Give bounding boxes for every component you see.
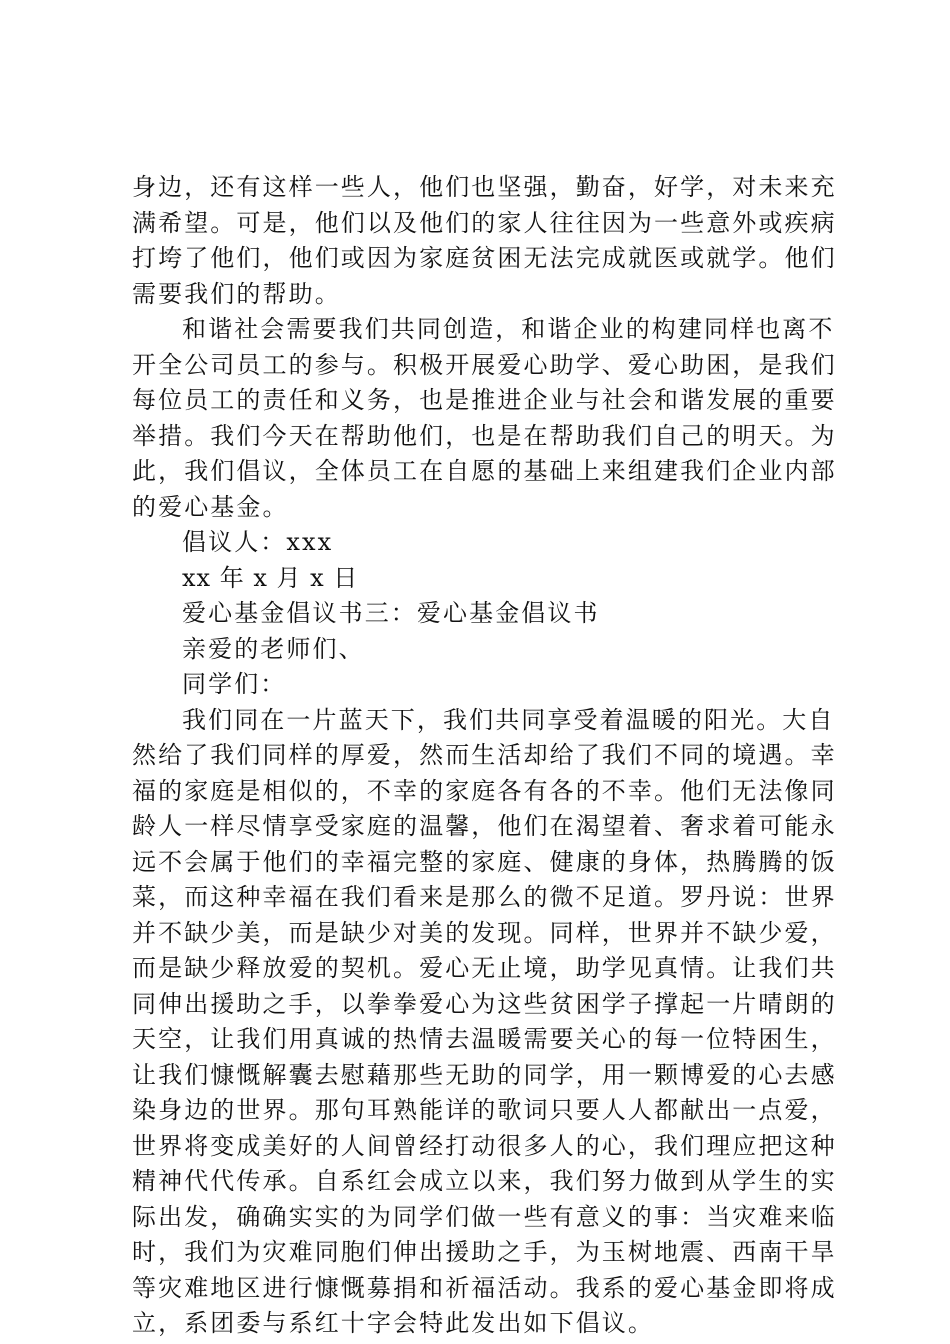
- text-line: 让我们慷慨解囊去慰藉那些无助的同学，用一颗博爱的心去感: [132, 1060, 837, 1089]
- text-line: 并不缺少美，而是缺少对美的发现。同样，世界并不缺少爱，: [132, 918, 837, 947]
- text-line: 身边，还有这样一些人，他们也坚强，勤奋，好学，对未来充: [132, 173, 837, 201]
- text-line: 立，系团委与系红十字会特此发出如下倡议。: [132, 1309, 654, 1337]
- text-line: 的爱心基金。: [132, 492, 289, 521]
- salutation-line: 亲爱的老师们、: [182, 634, 365, 663]
- text-line: 世界将变成美好的人间曾经打动很多人的心，我们理应把这种: [132, 1131, 837, 1160]
- text-line: 此，我们倡议，全体员工在自愿的基础上来组建我们企业内部: [132, 457, 837, 485]
- text-line: 举措。我们今天在帮助他们，也是在帮助我们自己的明天。为: [132, 421, 837, 450]
- text-line: 菜，而这种幸福在我们看来是那么的微不足道。罗丹说：世界: [132, 883, 837, 911]
- text-line: 染身边的世界。那句耳熟能详的歌词只要人人都献出一点爱，: [132, 1096, 837, 1124]
- text-line: 等灾难地区进行慷慨募捐和祈福活动。我系的爱心基金即将成: [132, 1273, 837, 1302]
- document-body: [132, 170, 837, 1342]
- text-line: 龄人一样尽情享受家庭的温馨，他们在渴望着、奢求着可能永: [132, 812, 837, 840]
- text-line: 际出发，确确实实的为同学们做一些有意义的事：当灾难来临: [132, 1202, 837, 1231]
- text-line: 打垮了他们，他们或因为家庭贫困无法完成就医或就学。他们: [132, 244, 837, 272]
- proposer-line: 倡议人：xxx: [182, 528, 334, 556]
- text-line: 福的家庭是相似的，不幸的家庭各有各的不幸。他们无法像同: [132, 776, 837, 805]
- text-line: 我们同在一片蓝天下，我们共同享受着温暖的阳光。大自: [182, 705, 835, 734]
- text-line: 精神代代传承。自系红会成立以来，我们努力做到从学生的实: [132, 1167, 837, 1195]
- date-line: xx 年 x 月 x 日: [182, 563, 359, 592]
- text-line: 需要我们的帮助。: [132, 279, 341, 308]
- text-line: 和谐社会需要我们共同创造，和谐企业的构建同样也离不: [182, 315, 835, 343]
- section-title: 爱心基金倡议书三：爱心基金倡议书: [182, 599, 600, 627]
- text-line: 而是缺少释放爱的契机。爱心无止境，助学见真情。让我们共: [132, 954, 837, 982]
- salutation-line: 同学们：: [182, 670, 287, 698]
- text-line: 时，我们为灾难同胞们伸出援助之手，为玉树地震、西南干旱: [132, 1238, 837, 1266]
- text-line: 每位员工的责任和义务，也是推进企业与社会和谐发展的重要: [132, 386, 837, 414]
- text-line: 满希望。可是，他们以及他们的家人往往因为一些意外或疾病: [132, 208, 837, 237]
- text-line: 开全公司员工的参与。积极开展爱心助学、爱心助困，是我们: [132, 350, 837, 379]
- text-line: 然给了我们同样的厚爱，然而生活却给了我们不同的境遇。幸: [132, 741, 837, 769]
- text-line: 天空，让我们用真诚的热情去温暖需要关心的每一位特困生，: [132, 1025, 837, 1053]
- text-line: 远不会属于他们的幸福完整的家庭、健康的身体，热腾腾的饭: [132, 847, 837, 876]
- text-line: 同伸出援助之手，以拳拳爱心为这些贫困学子撑起一片晴朗的: [132, 989, 837, 1018]
